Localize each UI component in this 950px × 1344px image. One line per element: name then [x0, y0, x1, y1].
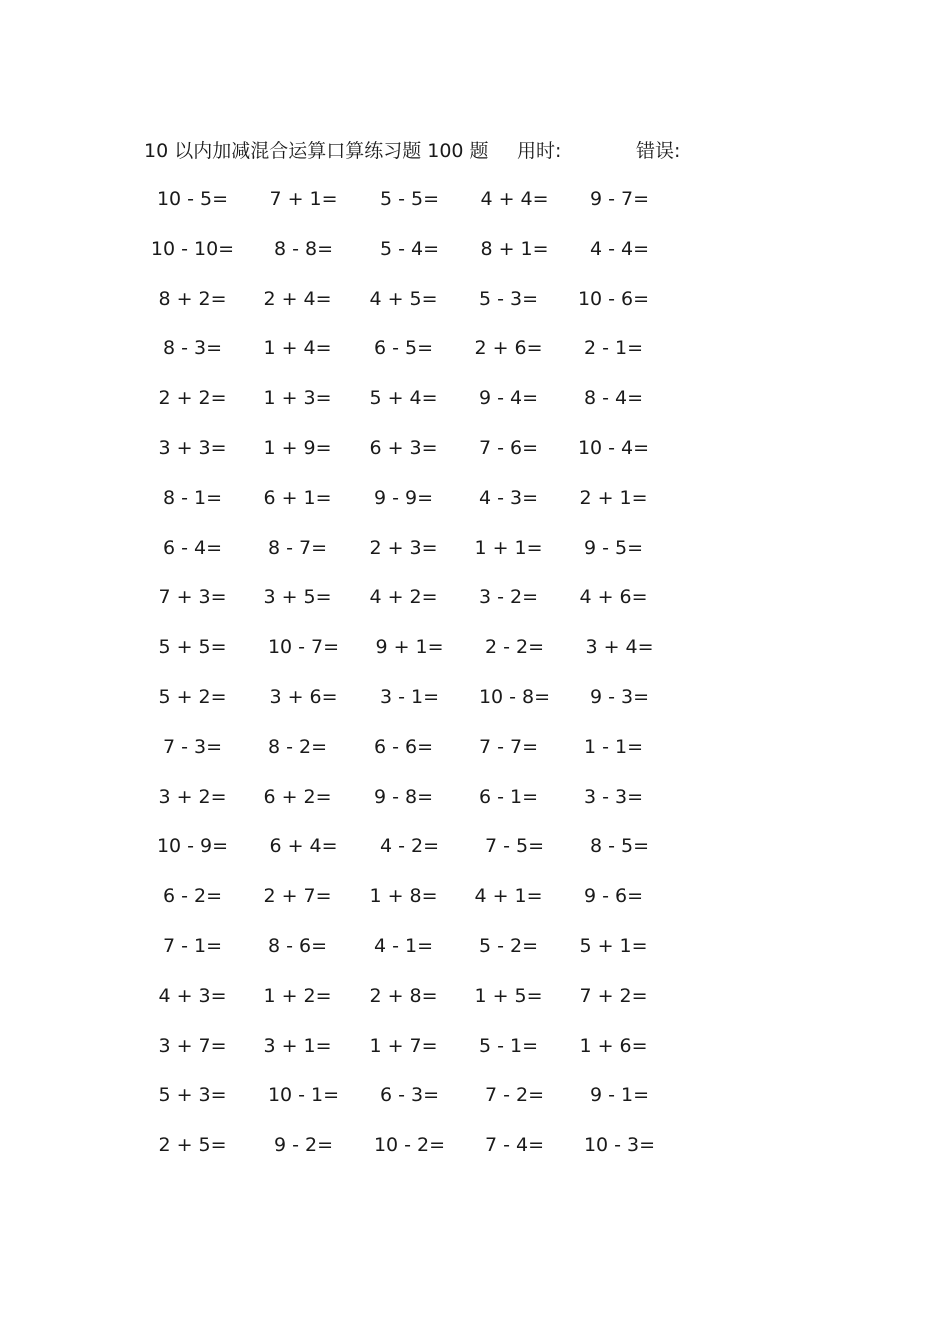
problem-item: 3 + 2= — [158, 785, 227, 808]
problem-item: 1 + 6= — [579, 1034, 648, 1057]
problem-item: 8 + 2= — [158, 287, 227, 310]
problem-item: 5 - 4= — [379, 237, 440, 260]
problem-item: 7 - 3= — [162, 735, 223, 758]
problem-item: 9 - 7= — [589, 188, 650, 210]
problem-item: 1 + 4= — [263, 337, 332, 360]
problem-item: 1 + 1= — [474, 536, 543, 559]
problem-item: 7 - 2= — [484, 1084, 545, 1107]
problem-row — [140, 282, 700, 332]
problem-item: 10 - 5= — [156, 188, 229, 210]
problem-item: 5 + 4= — [369, 387, 438, 410]
problem-item: 8 - 7= — [267, 536, 328, 559]
problem-row — [140, 1029, 700, 1079]
problem-item: 5 - 1= — [478, 1034, 539, 1057]
problem-item: 3 - 2= — [478, 586, 539, 609]
problem-row — [140, 531, 700, 581]
problem-item: 5 - 2= — [478, 934, 539, 957]
problem-item: 4 - 3= — [478, 486, 539, 509]
problem-row — [140, 879, 700, 929]
problem-item: 4 - 2= — [379, 835, 440, 858]
problem-item: 5 + 5= — [158, 636, 227, 659]
problem-row — [140, 182, 700, 232]
problem-item: 1 + 3= — [263, 387, 332, 410]
problem-item: 3 + 6= — [269, 685, 338, 708]
problem-item: 9 - 9= — [373, 486, 434, 509]
problem-row — [140, 730, 700, 780]
problem-item: 1 + 5= — [474, 984, 543, 1007]
problem-row — [140, 1128, 700, 1178]
problem-item: 6 - 5= — [373, 337, 434, 360]
problem-item: 8 - 2= — [267, 735, 328, 758]
time-used-label: 用时: — [517, 140, 562, 162]
problem-item: 2 + 6= — [474, 337, 543, 360]
problem-item: 5 + 3= — [158, 1084, 227, 1107]
problem-item: 3 - 3= — [583, 785, 644, 808]
problem-item: 9 - 5= — [583, 536, 644, 559]
problem-item: 2 + 7= — [263, 885, 332, 908]
problem-item: 2 + 1= — [579, 486, 648, 509]
problem-item: 1 + 9= — [263, 436, 332, 459]
problem-item: 6 + 2= — [263, 785, 332, 808]
problem-item: 3 + 7= — [158, 1034, 227, 1057]
problem-item: 1 + 7= — [369, 1034, 438, 1057]
problem-item: 10 - 2= — [373, 1134, 446, 1157]
problem-row — [140, 630, 700, 680]
problem-row — [140, 1078, 700, 1128]
problem-item: 10 - 8= — [478, 685, 551, 708]
problem-item: 10 - 3= — [583, 1134, 656, 1157]
problem-row — [140, 431, 700, 481]
problem-item: 10 - 6= — [577, 287, 650, 310]
problem-item: 9 - 2= — [273, 1134, 334, 1157]
problem-item: 7 + 3= — [158, 586, 227, 609]
problem-item: 1 + 2= — [263, 984, 332, 1007]
problem-item: 1 - 1= — [583, 735, 644, 758]
problem-item: 8 - 8= — [273, 237, 334, 260]
worksheet-title: 10 以内加减混合运算口算练习题 100 题 — [144, 140, 489, 162]
problem-item: 6 + 3= — [369, 436, 438, 459]
problem-item: 1 + 8= — [369, 885, 438, 908]
problem-item: 3 + 3= — [158, 436, 227, 459]
problem-row — [140, 481, 700, 531]
problem-grid — [140, 182, 700, 1178]
problem-item: 7 - 6= — [478, 436, 539, 459]
problem-item: 4 + 2= — [369, 586, 438, 609]
problem-item: 7 - 5= — [484, 835, 545, 858]
problem-item: 7 + 2= — [579, 984, 648, 1007]
problem-item: 9 + 1= — [375, 636, 444, 659]
problem-item: 2 - 1= — [583, 337, 644, 360]
problem-item: 7 + 1= — [269, 188, 338, 210]
problem-item: 7 - 4= — [484, 1134, 545, 1157]
problem-item: 6 - 1= — [478, 785, 539, 808]
problem-row — [140, 381, 700, 431]
problem-item: 3 - 1= — [379, 685, 440, 708]
problem-item: 9 - 6= — [583, 885, 644, 908]
problem-row — [140, 780, 700, 830]
problem-item: 2 + 2= — [158, 387, 227, 410]
problem-item: 8 + 1= — [480, 237, 549, 260]
problem-item: 10 - 9= — [156, 835, 229, 858]
problem-item: 6 - 2= — [162, 885, 223, 908]
problem-item: 10 - 4= — [577, 436, 650, 459]
problem-item: 3 + 1= — [263, 1034, 332, 1057]
worksheet-header — [144, 136, 764, 166]
problem-item: 4 - 4= — [589, 237, 650, 260]
problem-item: 8 - 4= — [583, 387, 644, 410]
problem-item: 7 - 7= — [478, 735, 539, 758]
problem-item: 4 - 1= — [373, 934, 434, 957]
problem-row — [140, 929, 700, 979]
problem-row — [140, 580, 700, 630]
problem-item: 9 - 1= — [589, 1084, 650, 1107]
problem-item: 6 + 4= — [269, 835, 338, 858]
problem-item: 9 - 3= — [589, 685, 650, 708]
problem-item: 10 - 1= — [267, 1084, 340, 1107]
problem-item: 6 + 1= — [263, 486, 332, 509]
problem-item: 2 + 8= — [369, 984, 438, 1007]
problem-item: 4 + 5= — [369, 287, 438, 310]
problem-item: 5 + 2= — [158, 685, 227, 708]
problem-item: 4 + 3= — [158, 984, 227, 1007]
problem-item: 8 - 1= — [162, 486, 223, 509]
problem-item: 2 + 4= — [263, 287, 332, 310]
problem-item: 8 - 6= — [267, 934, 328, 957]
problem-item: 6 - 3= — [379, 1084, 440, 1107]
problem-item: 5 - 3= — [478, 287, 539, 310]
errors-label: 错误: — [636, 140, 681, 162]
problem-item: 8 - 5= — [589, 835, 650, 858]
problem-item: 9 - 8= — [373, 785, 434, 808]
problem-item: 6 - 6= — [373, 735, 434, 758]
problem-item: 9 - 4= — [478, 387, 539, 410]
problem-item: 2 - 2= — [484, 636, 545, 659]
problem-item: 8 - 3= — [162, 337, 223, 360]
problem-item: 3 + 4= — [585, 636, 654, 659]
problem-item: 10 - 7= — [267, 636, 340, 659]
problem-row — [140, 829, 700, 879]
problem-item: 2 + 5= — [158, 1134, 227, 1157]
problem-item: 5 + 1= — [579, 934, 648, 957]
problem-item: 7 - 1= — [162, 934, 223, 957]
problem-item: 4 + 4= — [480, 188, 549, 210]
problem-row — [140, 680, 700, 730]
problem-row — [140, 331, 700, 381]
problem-item: 4 + 6= — [579, 586, 648, 609]
problem-item: 4 + 1= — [474, 885, 543, 908]
problem-row — [140, 979, 700, 1029]
problem-item: 3 + 5= — [263, 586, 332, 609]
problem-item: 5 - 5= — [379, 188, 440, 210]
problem-row — [140, 232, 700, 282]
problem-item: 2 + 3= — [369, 536, 438, 559]
problem-item: 10 - 10= — [150, 237, 235, 260]
problem-item: 6 - 4= — [162, 536, 223, 559]
